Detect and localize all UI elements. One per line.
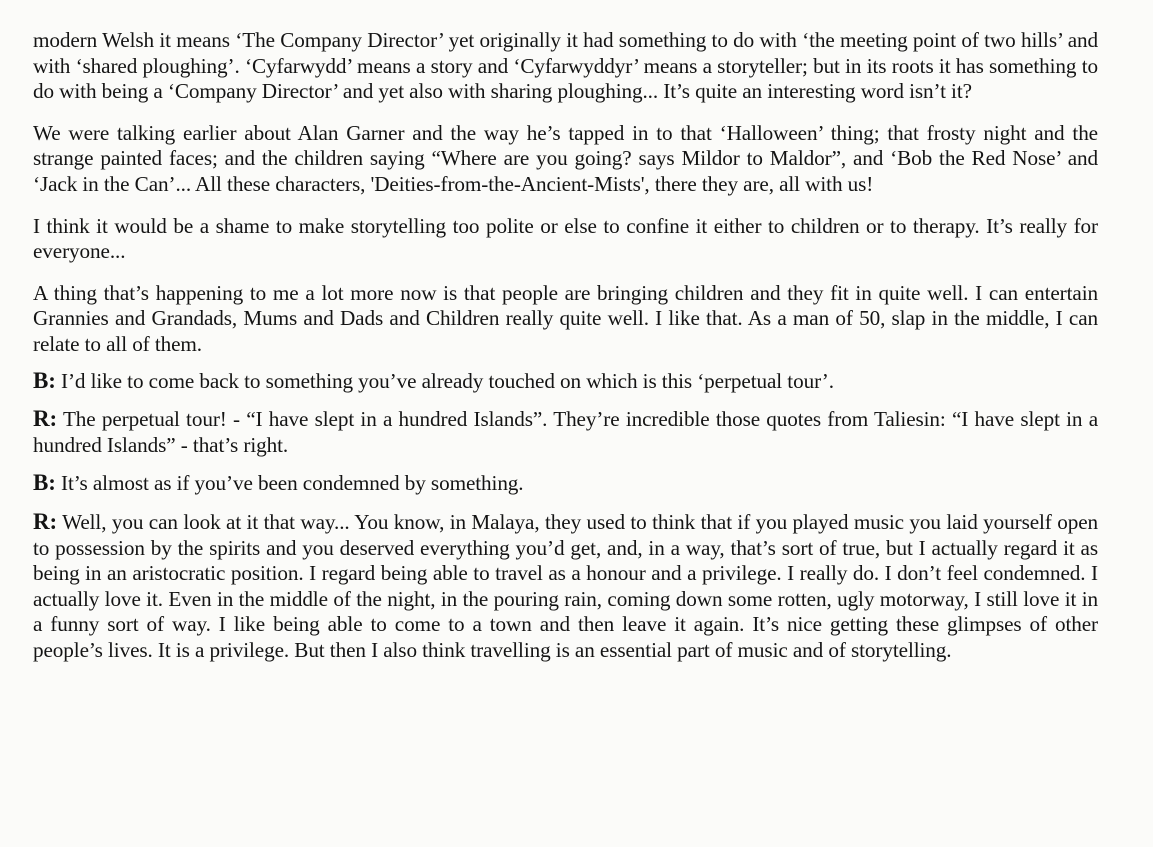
paragraph-text: A thing that’s happening to me a lot more now is that people are bringing children and they fit in quite well. I can entertain Grannies and Grandads, Mums and Dads and Children really quite well. I like that. As a man of 50, slap in the middle, I can relate to all of them. (33, 280, 1098, 356)
dialogue-text: The perpetual tour! - “I have slept in a hundred Islands”. They’re incredible those quotes from Taliesin: “I have slept in a hundred Islands” - that’s right. (33, 407, 1098, 457)
speaker-label: B: (33, 367, 56, 393)
dialogue-text: It’s almost as if you’ve been condemned by something. (55, 471, 524, 496)
paragraph-welsh-meaning (33, 28, 1098, 105)
dialogue-b-condemned (33, 470, 1098, 497)
dialogue-r-malaya (33, 509, 1098, 664)
paragraph-text: modern Welsh it means ‘The Company Director’ yet originally it had something to do with ‘the meeting point of two hills’ and with ‘shared ploughing’. ‘Cyfarwydd’ means a story and ‘Cyfarwyddyr’ means a storyteller; but in its roots it has something to do with being a ‘Company Director’ and yet also with sharing ploughing... It’s quite an interesting word isn’t it? (33, 28, 1098, 104)
paragraph-alan-garner (33, 121, 1098, 198)
paragraph-text: I think it would be a shame to make storytelling too polite or else to confine it either to children or to therapy. It’s really for everyone... (33, 213, 1098, 264)
text-column (33, 28, 1098, 679)
paragraph-text: We were talking earlier about Alan Garner and the way he’s tapped in to that ‘Halloween’ thing; that frosty night and the strange painted faces; and the children saying “Where are you going? says Mildor to Maldor”, and ‘Bob the Red Nose’ and ‘Jack in the Can’... All these characters, 'Deities-from-the-Ancient-Mists', there they are, all with us! (33, 120, 1098, 196)
dialogue-text: I’d like to come back to something you’ve already touched on which is this ‘perpetual tour’. (55, 368, 834, 393)
speaker-label: B: (33, 470, 56, 496)
dialogue-r-hundred-islands (33, 406, 1098, 458)
speaker-label: R: (33, 406, 58, 432)
paragraph-storytelling-polite (33, 214, 1098, 265)
dialogue-b-perpetual-tour (33, 368, 1098, 395)
speaker-label: R: (33, 508, 58, 534)
dialogue-text: Well, you can look at it that way... You know, in Malaya, they used to think that if you played music you laid yourself open to possession by the spirits and you deserved everything you’d get, and, in a way, that’s sort of true, but I actually regard it as being in an aristocratic position. I regard being able to travel as a honour and a privilege. I really do. I don’t feel condemned. I actually love it. Even in the middle of the night, in the pouring rain, coming down some rotten, ugly motorway, I still love it in a funny sort of way. I like being able to come to a town and then leave it again. It’s nice getting these glimpses of other people’s lives. It is a privilege. But then I also think travelling is an essential part of music and of storytelling. (33, 509, 1098, 662)
paragraph-children (33, 281, 1098, 358)
